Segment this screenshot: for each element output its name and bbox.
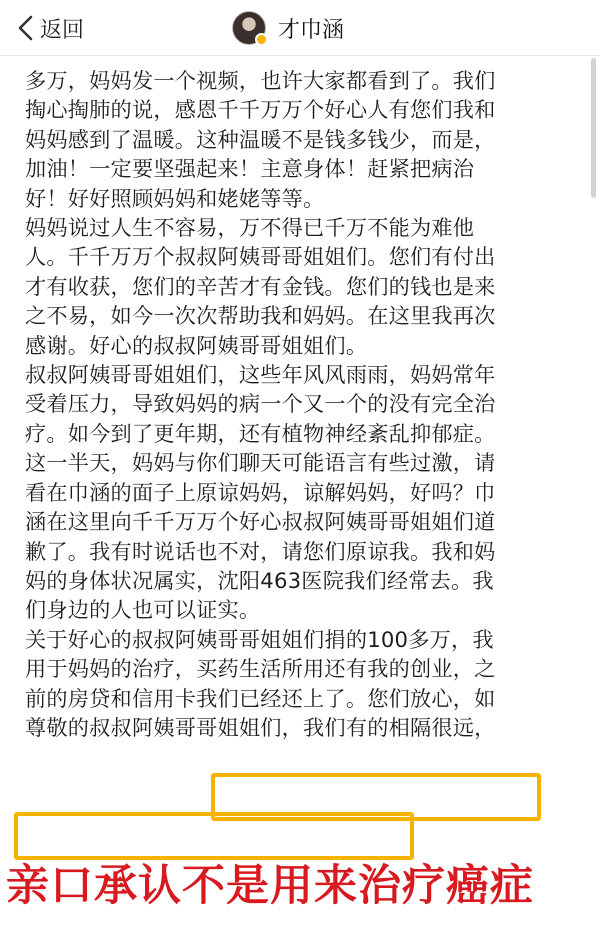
back-button[interactable] [16,12,84,44]
chevron-left-icon [16,14,36,42]
back-label: 返回 [40,17,85,43]
top-nav-bar [0,0,600,56]
post-paragraph-3: 叔叔阿姨哥哥姐姐们，这些年风风雨雨，妈妈常年 受着压力，导致妈妈的病一个又一个的没有完全治 疗。如今到了更年期，还有植物神经紊乱抑郁症。 这一半天，妈妈与你们聊天可能语言有些过激，请 看在巾涵的面子上原谅妈妈，谅解妈妈，好吗？巾 涵在这里向千千万万个好心叔叔阿姨哥哥姐姐们道 歉了。我有时说话也不对，请您们原谅我。我和妈 妈的身体状况属实，沈阳463医院我们经常去。我 们身边的人也可以证实。 [25,362,496,623]
username: 才巾涵 [278,17,345,43]
verified-badge-icon [255,33,268,46]
scrollbar[interactable] [591,58,596,198]
post-paragraph-2: 妈妈说过人生不容易，万不得已千万不能为难他 人。千千万万个叔叔阿姨哥哥姐姐们。您们有付出 才有收获，您们的辛苦才有金钱。您们的钱也是来 之不易，如今一次次帮助我和妈妈。在这里我再次 感谢。好心的叔叔阿姨哥哥姐姐们。 [25,215,496,358]
avatar[interactable] [232,11,266,45]
post-paragraph-1: 多万，妈妈发一个视频，也许大家都看到了。我们 掏心掏肺的说，感恩千千万万个好心人有您们我和 妈妈感到了温暖。这种温暖不是钱多钱少，而是， 加油！一定要坚强起来！主意身体！赶紧把病治 好！好好照顾妈妈和姥姥等等。 [25,68,496,211]
annotation-caption: 亲口承认不是用来治疗癌症 [6,860,534,911]
post-content [25,66,581,742]
user-profile[interactable] [232,8,344,48]
post-paragraph-4: 关于好心的叔叔阿姨哥哥姐姐们捐的100多万，我 用于妈妈的治疗，买药生活所用还有我的创业，之 前的房贷和信用卡我们已经还上了。您们放心，如 尊敬的叔叔阿姨哥哥姐姐们，我们有的相隔很远， [25,626,496,740]
